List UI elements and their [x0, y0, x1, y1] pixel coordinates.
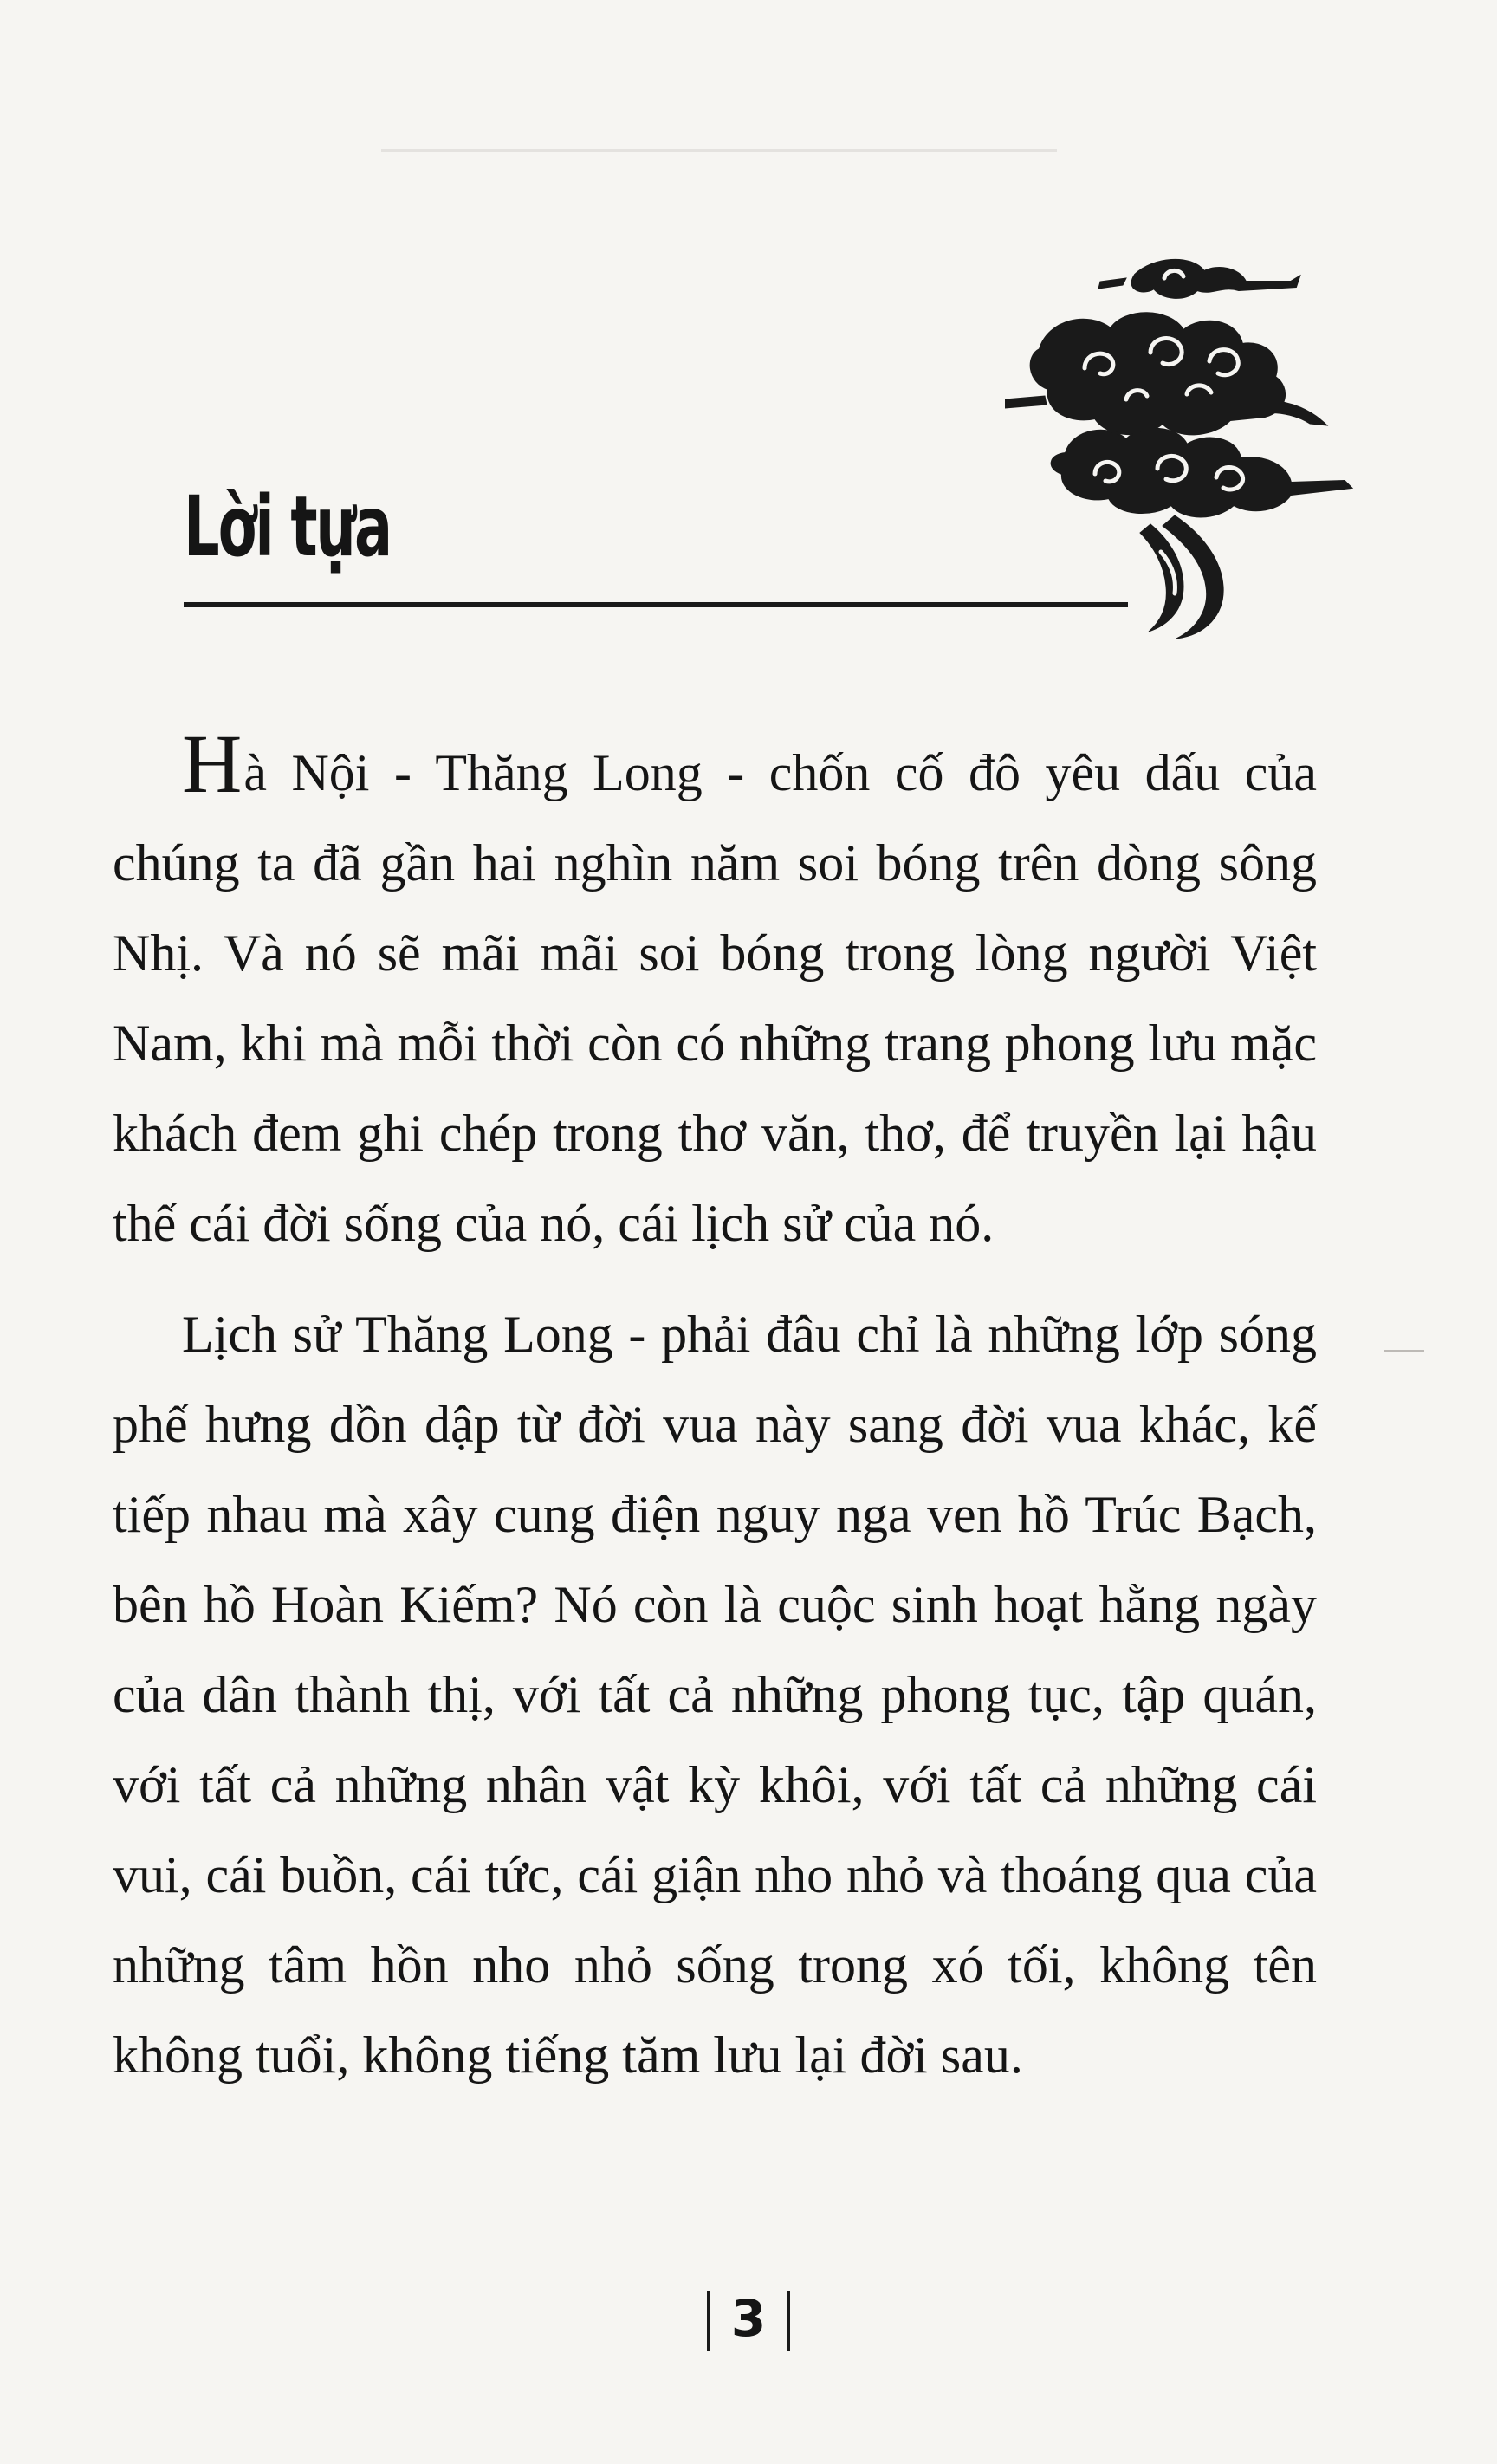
paragraph-1 [113, 717, 1317, 1268]
body-text [113, 717, 1317, 2100]
page-number: 3 [707, 2287, 790, 2350]
paragraph-1-text: à Nội - Thăng Long - chốn cố đô yêu dấu của chúng ta đã gần hai nghìn năm soi bóng trên dòng sông Nhị. Và nó sẽ mãi mãi soi bóng trong lòng người Việt Nam, khi mà mỗi thời còn có những trang phong lưu mặc khách đem ghi chép trong thơ văn, thơ, để truyền lại hậu thế cái đời sống của nó, cái lịch sử của nó. [113, 744, 1317, 1252]
paragraph-2: Lịch sử Thăng Long - phải đâu chỉ là những lớp sóng phế hưng dồn dập từ đời vua này sang đời vua khác, kế tiếp nhau mà xây cung điện nguy nga ven hồ Trúc Bạch, bên hồ Hoàn Kiếm? Nó còn là cuộc sinh hoạt hằng ngày của dân thành thị, với tất cả những phong tục, tập quán, với tất cả những nhân vật kỳ khôi, với tất cả những cái vui, cái buồn, cái tức, cái giận nho nhỏ và thoáng qua của những tâm hồn nho nhỏ sống trong xó tối, không tên không tuổi, không tiếng tăm lưu lại đời sau. [113, 1306, 1317, 2084]
margin-mark [1384, 1350, 1424, 1352]
cloud-ornament-icon [1005, 247, 1360, 654]
title-underline [184, 602, 1128, 607]
page-footer [0, 2287, 1497, 2350]
drop-initial: H [182, 717, 243, 810]
bleed-through-mark [381, 149, 1057, 152]
chapter-title: Lời tựa [184, 478, 391, 575]
